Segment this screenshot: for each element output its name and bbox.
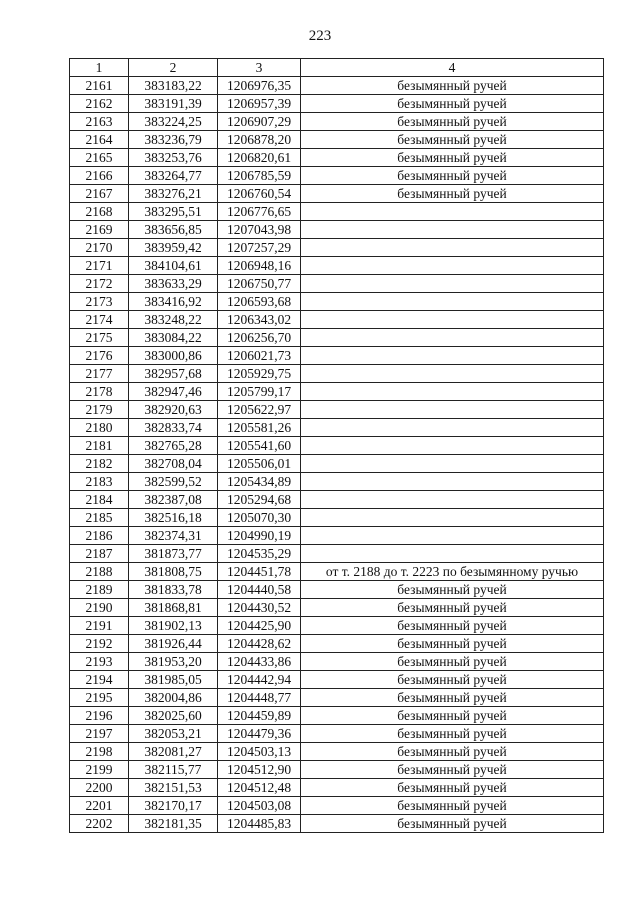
- table-row: [70, 527, 604, 545]
- y-coordinate-cell: 1204428,62: [218, 635, 301, 653]
- x-coordinate-cell: 382599,52: [129, 473, 218, 491]
- point-number-cell: 2175: [70, 329, 129, 347]
- description-cell: безымянный ручей: [301, 761, 604, 779]
- x-coordinate-cell: 382115,77: [129, 761, 218, 779]
- table-row: [70, 95, 604, 113]
- table-row: [70, 653, 604, 671]
- y-coordinate-cell: 1206776,65: [218, 203, 301, 221]
- table-row: [70, 293, 604, 311]
- table-row: [70, 131, 604, 149]
- x-coordinate-cell: 381902,13: [129, 617, 218, 635]
- point-number-cell: 2167: [70, 185, 129, 203]
- description-cell: [301, 221, 604, 239]
- description-cell: безымянный ручей: [301, 167, 604, 185]
- point-number-cell: 2168: [70, 203, 129, 221]
- point-number-cell: 2191: [70, 617, 129, 635]
- point-number-cell: 2182: [70, 455, 129, 473]
- description-cell: [301, 329, 604, 347]
- table-row: [70, 509, 604, 527]
- x-coordinate-cell: 384104,61: [129, 257, 218, 275]
- point-number-cell: 2166: [70, 167, 129, 185]
- table-row: [70, 347, 604, 365]
- table-body: [70, 77, 604, 833]
- y-coordinate-cell: 1204479,36: [218, 725, 301, 743]
- y-coordinate-cell: 1206256,70: [218, 329, 301, 347]
- description-cell: безымянный ручей: [301, 653, 604, 671]
- description-cell: от т. 2188 до т. 2223 по безымянному ручью: [301, 563, 604, 581]
- y-coordinate-cell: 1207257,29: [218, 239, 301, 257]
- x-coordinate-cell: 383633,29: [129, 275, 218, 293]
- y-coordinate-cell: 1206750,77: [218, 275, 301, 293]
- y-coordinate-cell: 1204440,58: [218, 581, 301, 599]
- point-number-cell: 2194: [70, 671, 129, 689]
- table-row: [70, 185, 604, 203]
- y-coordinate-cell: 1204425,90: [218, 617, 301, 635]
- y-coordinate-cell: 1204503,13: [218, 743, 301, 761]
- x-coordinate-cell: 382025,60: [129, 707, 218, 725]
- table-row: [70, 383, 604, 401]
- description-cell: безымянный ручей: [301, 779, 604, 797]
- y-coordinate-cell: 1206948,16: [218, 257, 301, 275]
- x-coordinate-cell: 383191,39: [129, 95, 218, 113]
- description-cell: [301, 545, 604, 563]
- point-number-cell: 2202: [70, 815, 129, 833]
- table-row: [70, 437, 604, 455]
- y-coordinate-cell: 1206760,54: [218, 185, 301, 203]
- table-row: [70, 473, 604, 491]
- point-number-cell: 2178: [70, 383, 129, 401]
- description-cell: безымянный ручей: [301, 113, 604, 131]
- table-row: [70, 671, 604, 689]
- x-coordinate-cell: 383295,51: [129, 203, 218, 221]
- y-coordinate-cell: 1204459,89: [218, 707, 301, 725]
- point-number-cell: 2188: [70, 563, 129, 581]
- y-coordinate-cell: 1205294,68: [218, 491, 301, 509]
- y-coordinate-cell: 1205541,60: [218, 437, 301, 455]
- point-number-cell: 2163: [70, 113, 129, 131]
- description-cell: безымянный ручей: [301, 77, 604, 95]
- x-coordinate-cell: 382765,28: [129, 437, 218, 455]
- description-cell: безымянный ручей: [301, 581, 604, 599]
- x-coordinate-cell: 382181,35: [129, 815, 218, 833]
- y-coordinate-cell: 1204512,48: [218, 779, 301, 797]
- description-cell: [301, 437, 604, 455]
- description-cell: [301, 275, 604, 293]
- x-coordinate-cell: 381926,44: [129, 635, 218, 653]
- point-number-cell: 2184: [70, 491, 129, 509]
- description-cell: [301, 383, 604, 401]
- table-row: [70, 275, 604, 293]
- table-row: [70, 239, 604, 257]
- table-row: [70, 563, 604, 581]
- table-row: [70, 401, 604, 419]
- y-coordinate-cell: 1206820,61: [218, 149, 301, 167]
- table-row: [70, 761, 604, 779]
- point-number-cell: 2180: [70, 419, 129, 437]
- point-number-cell: 2177: [70, 365, 129, 383]
- point-number-cell: 2200: [70, 779, 129, 797]
- point-number-cell: 2169: [70, 221, 129, 239]
- x-coordinate-cell: 383000,86: [129, 347, 218, 365]
- description-cell: [301, 527, 604, 545]
- x-coordinate-cell: 381953,20: [129, 653, 218, 671]
- y-coordinate-cell: 1204448,77: [218, 689, 301, 707]
- y-coordinate-cell: 1204990,19: [218, 527, 301, 545]
- y-coordinate-cell: 1204451,78: [218, 563, 301, 581]
- y-coordinate-cell: 1206907,29: [218, 113, 301, 131]
- description-cell: [301, 509, 604, 527]
- y-coordinate-cell: 1206343,02: [218, 311, 301, 329]
- description-cell: безымянный ручей: [301, 671, 604, 689]
- point-number-cell: 2195: [70, 689, 129, 707]
- point-number-cell: 2181: [70, 437, 129, 455]
- point-number-cell: 2189: [70, 581, 129, 599]
- x-coordinate-cell: 382833,74: [129, 419, 218, 437]
- point-number-cell: 2187: [70, 545, 129, 563]
- x-coordinate-cell: 382957,68: [129, 365, 218, 383]
- table-row: [70, 725, 604, 743]
- point-number-cell: 2193: [70, 653, 129, 671]
- point-number-cell: 2170: [70, 239, 129, 257]
- point-number-cell: 2179: [70, 401, 129, 419]
- point-number-cell: 2172: [70, 275, 129, 293]
- description-cell: безымянный ручей: [301, 797, 604, 815]
- table-row: [70, 257, 604, 275]
- description-cell: безымянный ручей: [301, 725, 604, 743]
- column-header-y-coordinate: 3: [218, 59, 301, 77]
- y-coordinate-cell: 1204503,08: [218, 797, 301, 815]
- table-row: [70, 707, 604, 725]
- x-coordinate-cell: 381833,78: [129, 581, 218, 599]
- description-cell: [301, 401, 604, 419]
- description-cell: безымянный ручей: [301, 743, 604, 761]
- description-cell: безымянный ручей: [301, 599, 604, 617]
- description-cell: безымянный ручей: [301, 95, 604, 113]
- point-number-cell: 2185: [70, 509, 129, 527]
- description-cell: [301, 473, 604, 491]
- y-coordinate-cell: 1205622,97: [218, 401, 301, 419]
- column-header-x-coordinate: 2: [129, 59, 218, 77]
- x-coordinate-cell: 383236,79: [129, 131, 218, 149]
- description-cell: [301, 365, 604, 383]
- point-number-cell: 2174: [70, 311, 129, 329]
- table-header-row: [70, 59, 604, 77]
- table-row: [70, 203, 604, 221]
- table-row: [70, 743, 604, 761]
- y-coordinate-cell: 1204485,83: [218, 815, 301, 833]
- description-cell: [301, 347, 604, 365]
- table-row: [70, 815, 604, 833]
- x-coordinate-cell: 383084,22: [129, 329, 218, 347]
- point-number-cell: 2176: [70, 347, 129, 365]
- point-number-cell: 2164: [70, 131, 129, 149]
- table-row: [70, 167, 604, 185]
- point-number-cell: 2197: [70, 725, 129, 743]
- y-coordinate-cell: 1205799,17: [218, 383, 301, 401]
- description-cell: [301, 419, 604, 437]
- table-row: [70, 779, 604, 797]
- x-coordinate-cell: 382387,08: [129, 491, 218, 509]
- table-row: [70, 365, 604, 383]
- table-row: [70, 491, 604, 509]
- x-coordinate-cell: 383224,25: [129, 113, 218, 131]
- table-row: [70, 77, 604, 95]
- x-coordinate-cell: 383264,77: [129, 167, 218, 185]
- description-cell: [301, 203, 604, 221]
- x-coordinate-cell: 383183,22: [129, 77, 218, 95]
- y-coordinate-cell: 1205434,89: [218, 473, 301, 491]
- description-cell: безымянный ручей: [301, 617, 604, 635]
- y-coordinate-cell: 1204430,52: [218, 599, 301, 617]
- description-cell: безымянный ручей: [301, 131, 604, 149]
- description-cell: [301, 239, 604, 257]
- table-row: [70, 329, 604, 347]
- table-row: [70, 581, 604, 599]
- table-row: [70, 113, 604, 131]
- y-coordinate-cell: 1206957,39: [218, 95, 301, 113]
- x-coordinate-cell: 381985,05: [129, 671, 218, 689]
- y-coordinate-cell: 1206976,35: [218, 77, 301, 95]
- description-cell: [301, 293, 604, 311]
- x-coordinate-cell: 383416,92: [129, 293, 218, 311]
- point-number-cell: 2190: [70, 599, 129, 617]
- y-coordinate-cell: 1205581,26: [218, 419, 301, 437]
- table-row: [70, 797, 604, 815]
- point-number-cell: 2192: [70, 635, 129, 653]
- x-coordinate-cell: 382170,17: [129, 797, 218, 815]
- y-coordinate-cell: 1204433,86: [218, 653, 301, 671]
- x-coordinate-cell: 383959,42: [129, 239, 218, 257]
- y-coordinate-cell: 1204512,90: [218, 761, 301, 779]
- y-coordinate-cell: 1205929,75: [218, 365, 301, 383]
- y-coordinate-cell: 1204535,29: [218, 545, 301, 563]
- table-row: [70, 221, 604, 239]
- description-cell: безымянный ручей: [301, 149, 604, 167]
- table-row: [70, 689, 604, 707]
- point-number-cell: 2201: [70, 797, 129, 815]
- x-coordinate-cell: 382708,04: [129, 455, 218, 473]
- y-coordinate-cell: 1206785,59: [218, 167, 301, 185]
- x-coordinate-cell: 382374,31: [129, 527, 218, 545]
- y-coordinate-cell: 1205506,01: [218, 455, 301, 473]
- y-coordinate-cell: 1205070,30: [218, 509, 301, 527]
- x-coordinate-cell: 383656,85: [129, 221, 218, 239]
- coordinates-table: [69, 58, 604, 833]
- y-coordinate-cell: 1206593,68: [218, 293, 301, 311]
- y-coordinate-cell: 1206021,73: [218, 347, 301, 365]
- y-coordinate-cell: 1206878,20: [218, 131, 301, 149]
- x-coordinate-cell: 382053,21: [129, 725, 218, 743]
- point-number-cell: 2173: [70, 293, 129, 311]
- x-coordinate-cell: 382947,46: [129, 383, 218, 401]
- column-header-point-number: 1: [70, 59, 129, 77]
- x-coordinate-cell: 381808,75: [129, 563, 218, 581]
- x-coordinate-cell: 383253,76: [129, 149, 218, 167]
- x-coordinate-cell: 382516,18: [129, 509, 218, 527]
- point-number-cell: 2161: [70, 77, 129, 95]
- point-number-cell: 2165: [70, 149, 129, 167]
- x-coordinate-cell: 382920,63: [129, 401, 218, 419]
- table-row: [70, 599, 604, 617]
- point-number-cell: 2196: [70, 707, 129, 725]
- x-coordinate-cell: 383248,22: [129, 311, 218, 329]
- table-row: [70, 635, 604, 653]
- x-coordinate-cell: 382004,86: [129, 689, 218, 707]
- point-number-cell: 2162: [70, 95, 129, 113]
- x-coordinate-cell: 381873,77: [129, 545, 218, 563]
- description-cell: безымянный ручей: [301, 185, 604, 203]
- table-row: [70, 545, 604, 563]
- table-row: [70, 455, 604, 473]
- point-number-cell: 2183: [70, 473, 129, 491]
- description-cell: безымянный ручей: [301, 815, 604, 833]
- description-cell: [301, 257, 604, 275]
- page-number: 223: [308, 28, 332, 44]
- description-cell: безымянный ручей: [301, 635, 604, 653]
- table-row: [70, 419, 604, 437]
- y-coordinate-cell: 1207043,98: [218, 221, 301, 239]
- table-row: [70, 149, 604, 167]
- x-coordinate-cell: 381868,81: [129, 599, 218, 617]
- point-number-cell: 2186: [70, 527, 129, 545]
- description-cell: [301, 311, 604, 329]
- x-coordinate-cell: 383276,21: [129, 185, 218, 203]
- description-cell: безымянный ручей: [301, 689, 604, 707]
- y-coordinate-cell: 1204442,94: [218, 671, 301, 689]
- description-cell: [301, 491, 604, 509]
- x-coordinate-cell: 382081,27: [129, 743, 218, 761]
- point-number-cell: 2198: [70, 743, 129, 761]
- point-number-cell: 2171: [70, 257, 129, 275]
- x-coordinate-cell: 382151,53: [129, 779, 218, 797]
- table-row: [70, 311, 604, 329]
- description-cell: безымянный ручей: [301, 707, 604, 725]
- column-header-description: 4: [301, 59, 604, 77]
- point-number-cell: 2199: [70, 761, 129, 779]
- table-row: [70, 617, 604, 635]
- description-cell: [301, 455, 604, 473]
